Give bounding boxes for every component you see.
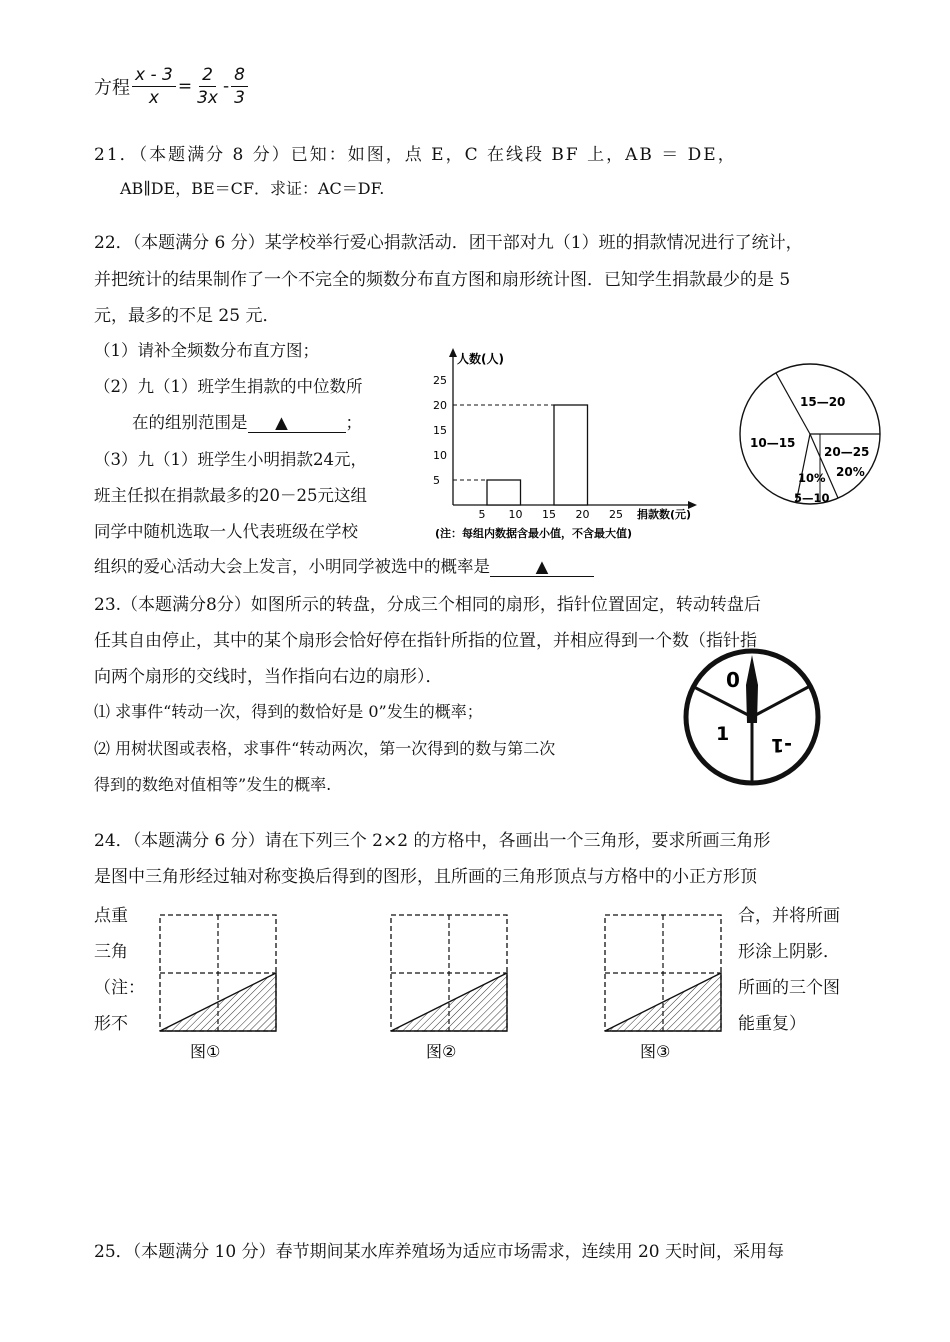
q22-part3c: 同学中随机选取一人代表班级在学校 xyxy=(94,522,358,541)
x-tick-label: 25 xyxy=(609,508,623,521)
y-tick-label: 15 xyxy=(433,424,447,437)
q22-line1: 22．（本题满分 6 分）某学校举行爱心捐款活动．团干部对九（1）班的捐款情况进行了统计， xyxy=(94,233,803,253)
q23-sub1: ⑴ 求事件“转动一次，得到的数恰好是 0”发生的概率； xyxy=(94,702,483,721)
histogram-note: (注：每组内数据含最小值，不含最大值) xyxy=(435,527,633,540)
pie-label-5-10: 5—10 xyxy=(794,491,830,505)
spinner-label-0: 0 xyxy=(726,668,740,692)
caption-figure-1: 图① xyxy=(190,1042,221,1061)
triangle-marker: ▲ xyxy=(275,413,288,432)
q24-left-3: （注： xyxy=(94,978,145,998)
equation xyxy=(94,64,250,109)
grid-figures xyxy=(150,905,740,1075)
x-ticks xyxy=(479,508,624,521)
grid-figure-2 xyxy=(391,915,507,1031)
fraction-3 xyxy=(231,64,248,109)
pie-label-10-15: 10—15 xyxy=(750,436,796,450)
q23-line3: 向两个扇形的交线时，当作指向右边的扇形）． xyxy=(94,667,443,687)
x-tick-label: 20 xyxy=(575,508,590,521)
q24-right-1: 合，并将所画 xyxy=(738,906,840,926)
histogram-chart xyxy=(425,343,715,543)
equals-sign: = xyxy=(177,76,193,97)
equation-prefix: 方程 xyxy=(94,77,130,99)
q21-line1: 21．（本题满分 8 分）已知：如图，点 E，C 在线段 BF 上，AB ＝ DE， xyxy=(94,145,737,165)
q22-line2: 并把统计的结果制作了一个不完全的频数分布直方图和扇形统计图．已知学生捐款最少的是 5 xyxy=(94,270,791,290)
x-tick-label: 5 xyxy=(478,508,486,521)
minus-sign: - xyxy=(222,76,230,97)
histogram-bar xyxy=(554,405,588,505)
q24-line2: 是图中三角形经过轴对称变换后得到的图形，且所画的三角形顶点与方格中的小正方形顶 xyxy=(94,867,757,887)
fraction-2-numerator: 2 xyxy=(199,64,216,87)
pie-label-20pct: 20% xyxy=(836,465,865,479)
bars xyxy=(453,405,588,505)
q23-sub2b: 得到的数绝对值相等”发生的概率. xyxy=(94,775,332,794)
spinner-label-neg1: -1 xyxy=(770,734,792,756)
q24-left-1: 点重 xyxy=(94,906,128,926)
q23-line2: 任其自由停止，其中的某个扇形会恰好停在指针所指的位置，并相应得到一个数（指针指 xyxy=(94,631,757,651)
q22-part2b-text: 在的组别范围是 xyxy=(132,413,248,432)
y-tick-label: 5 xyxy=(433,474,440,487)
q22-part2b-end: ； xyxy=(345,413,362,432)
y-axis-label: 人数(人) xyxy=(457,352,504,366)
q25-line1: 25．（本题满分 10 分）春节期间某水库养殖场为适应市场需求，连续用 20 天时间，采用每 xyxy=(94,1242,785,1262)
pie-label-10pct: 10% xyxy=(798,471,826,485)
fraction-3-denominator: 3 xyxy=(234,88,245,108)
pie-label-20-25: 20—25 xyxy=(824,445,870,459)
fraction-2-denominator: 3x xyxy=(197,88,218,108)
q24-line1: 24．（本题满分 6 分）请在下列三个 2×2 的方格中，各画出一个三角形，要求所画三角形 xyxy=(94,831,771,851)
q22-part1: （1）请补全频数分布直方图； xyxy=(94,341,319,360)
fraction-1-numerator: x - 3 xyxy=(132,64,176,87)
x-tick-label: 10 xyxy=(508,508,523,521)
triangle-marker-2: ▲ xyxy=(535,557,549,576)
x-tick-label: 15 xyxy=(542,508,556,521)
fraction-1-denominator: x xyxy=(148,88,159,108)
caption-figure-2: 图② xyxy=(426,1042,457,1061)
q24-right-2: 形涂上阴影． xyxy=(738,942,840,962)
y-axis-arrow xyxy=(449,348,457,357)
fraction-3-numerator: 8 xyxy=(231,64,248,87)
q22-part3d-text: 组织的爱心活动大会上发言，小明同学被选中的概率是 xyxy=(94,557,490,576)
q24-right-4: 能重复） xyxy=(738,1014,806,1034)
pie-label-15-20: 15—20 xyxy=(800,395,846,409)
q24-right-3: 所画的三个图 xyxy=(738,978,840,998)
caption-figure-3: 图③ xyxy=(640,1042,671,1061)
q21-line2: AB∥DE，BE＝CF．求证：AC＝DF. xyxy=(120,179,385,198)
y-ticks xyxy=(433,374,447,487)
x-axis-label: 捐款数(元) xyxy=(637,508,692,521)
spinner-figure xyxy=(680,645,824,789)
q22-part2b xyxy=(132,409,362,433)
grid-figure-1 xyxy=(160,915,276,1031)
fraction-1 xyxy=(132,64,176,109)
y-tick-label: 20 xyxy=(433,399,447,412)
q23-sub2a: ⑵ 用树状图或表格，求事件“转动两次，第一次得到的数与第二次 xyxy=(94,739,556,758)
spinner-label-1: 1 xyxy=(716,723,730,745)
grid-figure-3 xyxy=(605,915,721,1031)
fraction-2 xyxy=(194,64,221,109)
q24-left-4: 形不 xyxy=(94,1014,128,1034)
q22-part3b: 班主任拟在捐款最多的20－25元这组 xyxy=(94,486,367,505)
q22-line3: 元，最多的不足 25 元． xyxy=(94,306,280,326)
q22-part3d xyxy=(94,553,594,577)
q23-line1: 23.（本题满分8分）如图所示的转盘，分成三个相同的扇形，指针位置固定，转动转盘后 xyxy=(94,595,761,615)
q24-left-2: 三角 xyxy=(94,942,128,962)
y-tick-label: 25 xyxy=(433,374,447,387)
pie-chart xyxy=(736,360,884,510)
answer-blank-median xyxy=(248,413,346,433)
answer-blank-probability xyxy=(490,557,594,577)
q22-part3a: （3）九（1）班学生小明捐款24元， xyxy=(94,450,367,469)
y-tick-label: 10 xyxy=(433,449,447,462)
q22-part2a: （2）九（1）班学生捐款的中位数所 xyxy=(94,377,363,396)
histogram-bar xyxy=(487,480,521,505)
